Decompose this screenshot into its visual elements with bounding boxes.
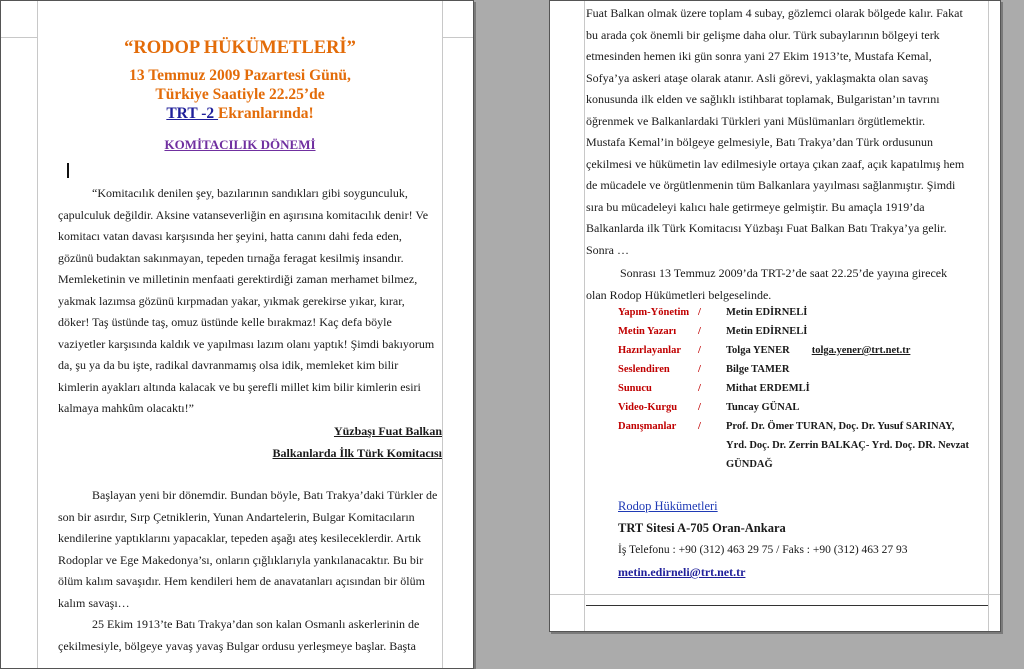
text-line: çekilmesiyle, bölgeye yavaş yavaş Bulgar ordusu yerleşmeye başlar. Başta xyxy=(58,638,416,653)
margin-guide xyxy=(550,594,1000,595)
channel-suffix: Ekranlarında! xyxy=(218,105,314,122)
credit-separator: / xyxy=(698,326,701,337)
broadcast-date: 13 Temmuz 2009 Pazartesi Günü, xyxy=(129,67,351,84)
body-paragraph xyxy=(586,3,988,306)
credit-row xyxy=(618,341,988,360)
credit-name: Bilge TAMER xyxy=(726,364,790,375)
footnote-rule xyxy=(586,605,988,606)
text-line: “Komitacılık denilen şey, bazılarının sandıkları gibi soygunculuk, xyxy=(92,186,408,200)
text-line: Rodoplar ve Ege Makedonya’sı, onların çığlıklarıyla yankılanacaktır. Bu bir xyxy=(58,552,424,567)
credit-role: Metin Yazarı xyxy=(618,326,677,337)
credit-role: Seslendiren xyxy=(618,364,670,375)
text-line: ölüm kalım savaşıdır. Hem kendileri hem de anavatanları açısından bir ölüm xyxy=(58,574,425,588)
text-line: Mustafa Kemal’in bölgeye gelmesiyle, Batı Trakya’dan Türk ordusunun xyxy=(586,135,934,149)
text-line: kalım savaşı… xyxy=(58,595,130,610)
text-line: döker! Taş üstünde taş, omuz üstünde kelle bırakmaz! Kaç defa böyle xyxy=(58,315,392,329)
credit-name: Mithat ERDEMLİ xyxy=(726,383,810,394)
credit-role: Hazırlayanlar xyxy=(618,345,681,356)
signature-title: Balkanlarda İlk Türk Komitacısı xyxy=(272,445,442,460)
contact-phone: İş Telefonu : +90 (312) 463 29 75 / Faks : +90 (312) 463 27 93 xyxy=(618,544,908,556)
text-cursor xyxy=(67,163,69,183)
text-line: kalmaya mahkûm olacaktı!” xyxy=(58,401,194,415)
channel-name[interactable]: TRT -2 xyxy=(166,105,219,122)
margin-corner-mark xyxy=(442,37,474,38)
credits-list xyxy=(618,303,988,474)
margin-guide xyxy=(584,1,585,631)
credit-name: Tuncay GÜNAL xyxy=(726,402,800,413)
credit-separator: / xyxy=(698,307,701,318)
document-page-right xyxy=(549,0,1001,632)
credit-name: Metin EDİRNELİ xyxy=(726,307,808,318)
section-heading: KOMİTACILIK DÖNEMİ xyxy=(164,137,316,152)
text-line: de mücadele ve örgütlenmenin tüm Balkanlara yayılması sağlanmıştır. Şimdi xyxy=(586,178,956,192)
credit-name: Prof. Dr. Ömer TURAN, Doç. Dr. Yusuf SARINAY, xyxy=(726,421,955,432)
text-line: çekilmesi ve hükümetin lav edilmesiyle ortaya çıkan zaaf, açık kapatılmış hem xyxy=(586,156,965,171)
credit-row xyxy=(618,398,988,417)
text-line: etmesinden hemen iki gün sonra yani 27 Ekim 1913’te, Mustafa Kemal, xyxy=(586,49,932,63)
credit-row xyxy=(618,303,988,322)
text-line: yakmak lazımsa gözünü kırpmadan yakar, yıkmak gerekirse yıkar, kırar, xyxy=(58,293,405,308)
document-title-block xyxy=(58,37,422,153)
text-line: Sonrası 13 Temmuz 2009’da TRT-2’de saat 22.25’de yayına girecek xyxy=(620,266,948,280)
text-line: gözünü budaktan sakınmayan, tepeden tırnağa feragat kesilmiş insandır. xyxy=(58,250,404,265)
text-line: öğrenmek ve Balkanlardaki Türkleri yani Müslümanları örgütlemektir. xyxy=(586,113,926,128)
text-line: olan Rodop Hükümetleri belgeselinde. xyxy=(586,287,772,302)
text-line: da, şu ya da bu işte, radikal davranmamış olsa idik, memleket kim bilir xyxy=(58,358,399,372)
contact-block xyxy=(618,495,988,583)
body-paragraph xyxy=(58,485,442,657)
credit-row xyxy=(618,379,988,398)
text-line: Fuat Balkan olmak üzere toplam 4 subay, gözlemci olarak bölgede kalır. Fakat xyxy=(586,6,963,20)
credit-continuation: Yrd. Doç. Dr. Zerrin BALKAÇ- Yrd. Doç. DR. Nevzat xyxy=(726,440,970,451)
contact-address: TRT Sitesi A-705 Oran-Ankara xyxy=(618,521,786,535)
text-line: Sonra … xyxy=(586,242,629,257)
broadcast-time: Türkiye Saatiyle 22.25’de xyxy=(155,86,325,103)
credit-role: Video-Kurgu xyxy=(618,402,678,413)
credit-role: Danışmanlar xyxy=(618,421,677,432)
credit-name: Metin EDİRNELİ xyxy=(726,326,808,337)
program-link[interactable]: Rodop Hükümetleri xyxy=(618,499,718,513)
contact-email-link[interactable]: metin.edirneli@trt.net.tr xyxy=(618,565,746,579)
credit-separator: / xyxy=(698,383,701,394)
text-line: Balkanlarda ilk Türk Komitacısı Yüzbaşı Fuat Balkan Batı Trakya’ya gelir. xyxy=(586,221,947,235)
document-title: “RODOP HÜKÜMETLERİ” xyxy=(124,38,356,58)
text-line: 25 Ekim 1913’te Batı Trakya’dan son kalan Osmanlı askerlerinin de xyxy=(92,617,420,631)
credit-email-link[interactable]: tolga.yener@trt.net.tr xyxy=(811,345,911,356)
margin-corner-mark xyxy=(1,37,37,38)
credit-role: Sunucu xyxy=(618,383,652,394)
text-line: kimlerin ayakları altında kalacak ve bu şerefli millet kim bilir kimlerin esiri xyxy=(58,379,421,394)
text-line: kendilerine yaptıklarını yapacaklar, tepeden aşağı ateş kesileceklerdir. Artık xyxy=(58,531,422,545)
text-line: çapulculuk değildir. Aksine vatanseverliğin en aşırısına komitacılık denir! Ve xyxy=(58,207,429,222)
credit-row xyxy=(618,360,988,379)
credit-name: Tolga YENER xyxy=(726,345,790,356)
text-line: komitacı vatan davası karşısında her şeyini, hatta canını dahi feda eden, xyxy=(58,229,402,243)
credit-continuation: GÜNDAĞ xyxy=(726,459,773,470)
text-line: vaziyetler karşısında kaldık ve yapılması lazım olanı yaptık! Şimdi bakıyorum xyxy=(58,336,435,351)
credit-separator: / xyxy=(698,364,701,375)
credit-separator: / xyxy=(698,345,701,356)
text-line: Memleketinin ve milletinin menfaati gerektirdiği zaman merhamet bilmez, xyxy=(58,272,418,286)
text-line: son bir asırdır, Sırp Çetniklerin, Yunan Andartelerin, Bulgar Komitacıların xyxy=(58,509,415,524)
signature-block xyxy=(58,421,442,464)
signature-name: Yüzbaşı Fuat Balkan xyxy=(333,424,442,438)
credit-separator: / xyxy=(698,402,701,413)
credit-separator: / xyxy=(698,421,701,432)
text-line: Başlayan yeni bir dönemdir. Bundan böyle, Batı Trakya’daki Türkler de xyxy=(92,488,438,502)
text-line: Sofya’ya askeri ataşe olarak atanır. Asli görevi, yaklaşmakta olan savaş xyxy=(586,70,929,85)
text-line: konusunda ilk elden ve sağlıklı istihbarat toplamak, Bulgaristan’ın tavrını xyxy=(586,92,940,106)
text-line: sıra bu mücadeleyi kalıcı hale getirmeye gelmiştir. Bu amaçla 1919’da xyxy=(586,199,925,214)
credit-row xyxy=(618,322,988,341)
text-line: bu arada çok önemli bir gelişme daha olur. Türk subaylarının bölgeyi terk xyxy=(586,27,940,42)
credit-row xyxy=(618,417,988,436)
quote-paragraph xyxy=(58,183,442,420)
document-page-left xyxy=(0,0,474,669)
margin-guide xyxy=(37,1,38,668)
margin-guide xyxy=(988,1,989,631)
margin-guide xyxy=(442,1,443,668)
credit-role: Yapım-Yönetim xyxy=(618,307,690,318)
broadcast-channel-line xyxy=(58,104,422,123)
